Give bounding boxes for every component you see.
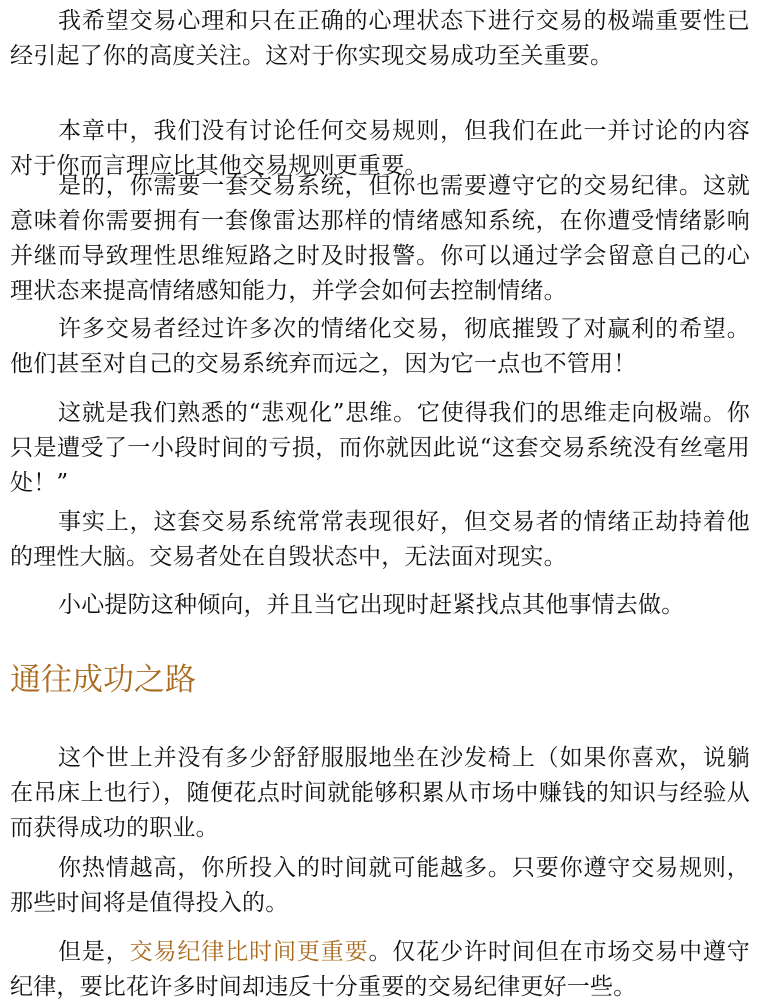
section-heading: 通往成功之路 — [10, 662, 196, 698]
paragraph-2: 本章中，我们没有讨论任何交易规则，但我们在此一并讨论的内容对于你而言理应比其他交易规则更重要。 — [10, 118, 750, 179]
paragraph-6: 事实上，这套交易系统常常表现很好，但交易者的情绪正劫持着他的理性大脑。交易者处在自毁状态中，无法面对现实。 — [10, 509, 750, 570]
section-paragraph-1: 这个世上并没有多少舒舒服服地坐在沙发椅上（如果你喜欢，说躺在吊床上也行），随便花点时间就能够积累从市场中赚钱的知识与经验从而获得成功的职业。 — [10, 745, 750, 841]
paragraph-1: 我希望交易心理和只在正确的心理状态下进行交易的极端重要性已经引起了你的高度关注。这对于你实现交易成功至关重要。 — [10, 8, 750, 69]
paragraph-7: 小心提防这种倾向，并且当它出现时赶紧找点其他事情去做。 — [58, 592, 685, 618]
highlighted-phrase: 交易纪律比时间更重要 — [129, 939, 369, 965]
paragraph-5: 这就是我们熟悉的“悲观化”思维。它使得我们的思维走向极端。你只是遭受了一小段时间的亏损，而你就因此说“这套交易系统没有丝毫用处！” — [10, 400, 750, 496]
paragraph-4: 许多交易者经过许多次的情绪化交易，彻底摧毁了对赢利的希望。他们甚至对自己的交易系统弃而远之，因为它一点也不管用！ — [10, 316, 750, 377]
final-paragraph — [10, 935, 750, 1005]
final-paragraph-after: 。仅花少许时间但在市场交易中遵守纪律，要比花许多时间却违反十分重要的交易纪律更好一些。 — [10, 939, 750, 1000]
final-paragraph-before: 但是， — [58, 939, 130, 965]
paragraph-3: 是的，你需要一套交易系统，但你也需要遵守它的交易纪律。这就意味着你需要拥有一套像雷达那样的情绪感知系统，在你遭受情绪影响并继而导致理性思维短路之时及时报警。你可以通过学会留意自己的心理状态来提高情绪感知能力，并学会如何去控制情绪。 — [10, 173, 750, 304]
section-paragraph-2: 你热情越高，你所投入的时间就可能越多。只要你遵守交易规则，那些时间将是值得投入的。 — [10, 855, 750, 916]
